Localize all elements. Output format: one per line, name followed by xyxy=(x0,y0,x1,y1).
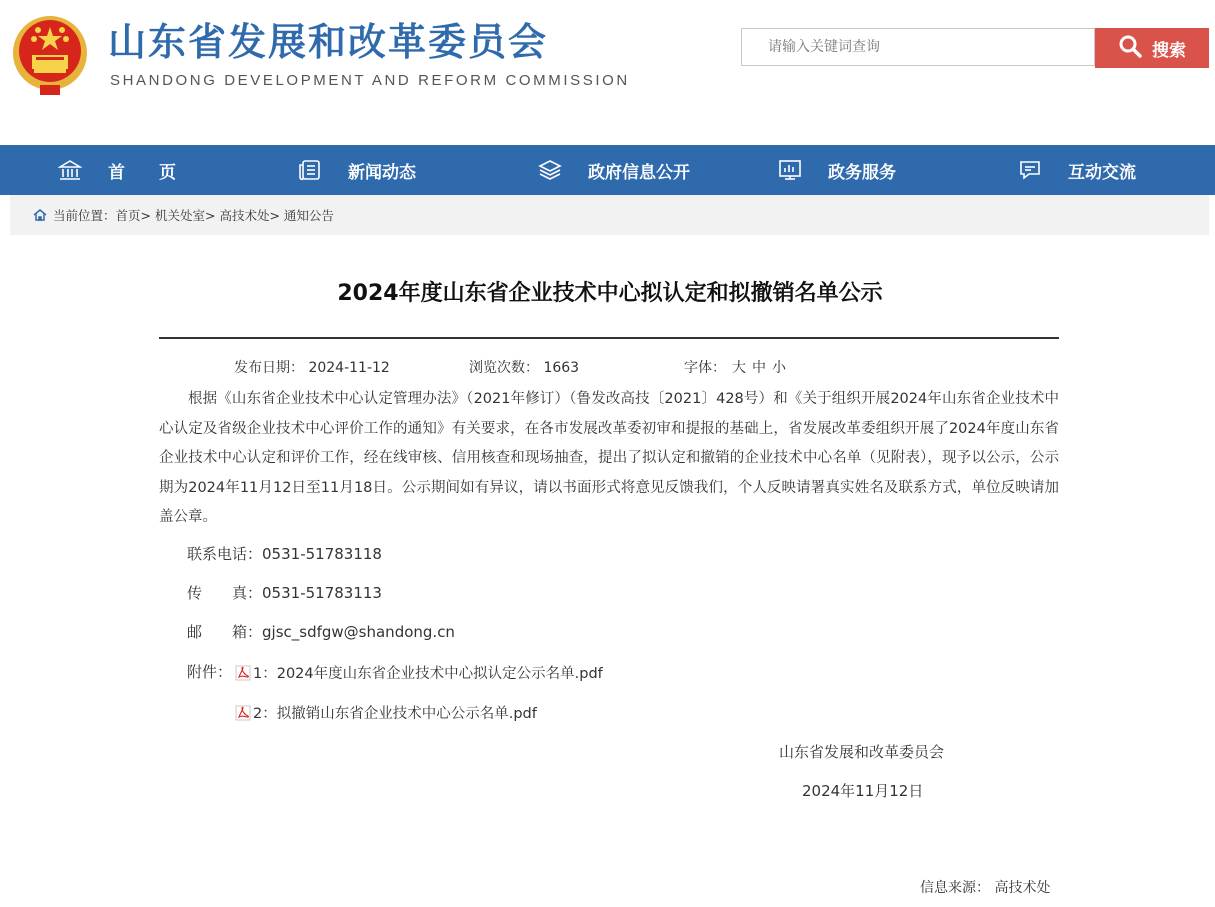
pdf-icon xyxy=(235,665,251,681)
sign-date: 2024年11月12日 xyxy=(802,782,924,800)
signer: 山东省发展和改革委员会 xyxy=(779,743,945,761)
nav-item-label: 首 页 xyxy=(108,162,176,183)
publish-date-label: 发布日期： xyxy=(234,360,304,376)
chart-board-icon xyxy=(778,158,802,182)
contact-fax-label: 传 真： xyxy=(187,584,263,602)
nav-item-label: 互动交流 xyxy=(1068,162,1136,183)
publish-date xyxy=(234,357,390,377)
view-count xyxy=(469,357,579,377)
site-subtitle: SHANDONG DEVELOPMENT AND REFORM COMMISSION xyxy=(110,72,630,89)
attachment-link[interactable] xyxy=(235,702,537,723)
contact-email-value: gjsc_sdfgw@shandong.cn xyxy=(262,623,455,641)
info-source-value: 高技术处 xyxy=(994,880,1051,896)
breadcrumb-separator: > xyxy=(205,207,220,223)
breadcrumb-separator: > xyxy=(269,207,284,223)
search-button-label: 搜索 xyxy=(1152,40,1186,61)
nav-item-news[interactable] xyxy=(298,145,416,195)
news-icon xyxy=(298,158,322,182)
contact-fax xyxy=(187,582,382,603)
article-body: 根据《山东省企业技术中心认定管理办法》（2021年修订）（鲁发改高技〔2021〕428号）和《关于组织开展2024年山东省企业技术中心认定及省级企业技术中心评价工作的通知》有关要求，在各市发展改革委初审和提报的基础上，省发展改革委组织开展了2024年度山东省企业技术中心认定和评价工作，经在线审核、信用核查和现场抽查，提出了拟认定和撤销的企业技术中心名单（见附表），现予以公示，公示期为2024年11月12日至11月18日。公示期间如有异议，请以书面形式将意见反馈我们，个人反映请署真实姓名及联系方式，单位反映请加盖公章。 xyxy=(159,391,1059,525)
pdf-icon xyxy=(235,705,251,721)
font-size-control xyxy=(684,357,786,377)
nav-item-label: 政府信息公开 xyxy=(588,162,690,183)
info-source-label: 信息来源： xyxy=(920,880,990,896)
font-size-medium-button[interactable]: 中 xyxy=(752,360,766,376)
contact-phone-label: 联系电话： xyxy=(187,545,263,563)
view-count-value: 1663 xyxy=(543,360,580,376)
attachment-link[interactable] xyxy=(235,662,603,683)
breadcrumb xyxy=(10,195,1209,235)
breadcrumb-link-hightech[interactable]: 高技术处 xyxy=(219,208,270,223)
breadcrumb-link-home[interactable]: 首页 xyxy=(115,208,141,223)
nav-item-gov-info[interactable] xyxy=(538,145,690,195)
contact-phone xyxy=(187,543,382,564)
breadcrumb-link-notices[interactable]: 通知公告 xyxy=(283,208,334,223)
font-size-small-button[interactable]: 小 xyxy=(772,360,786,376)
contact-email xyxy=(187,621,455,642)
contact-email-label: 邮 箱： xyxy=(187,623,263,641)
title-divider xyxy=(159,337,1059,339)
nav-item-services[interactable] xyxy=(778,145,896,195)
attachment-name: 2：拟撤销山东省企业技术中心公示名单.pdf xyxy=(253,706,537,722)
home-icon xyxy=(33,208,47,222)
breadcrumb-prefix: 当前位置： xyxy=(53,208,116,223)
breadcrumb-separator: > xyxy=(140,207,155,223)
breadcrumb-link-departments[interactable]: 机关处室 xyxy=(154,208,205,223)
home-icon xyxy=(58,158,82,182)
article-title: 2024年度山东省企业技术中心拟认定和拟撤销名单公示 xyxy=(337,281,883,306)
contact-fax-value: 0531-51783113 xyxy=(262,584,382,602)
contact-phone-value: 0531-51783118 xyxy=(262,545,382,563)
layers-icon xyxy=(538,158,562,182)
info-source xyxy=(920,877,1050,897)
nav-item-interaction[interactable] xyxy=(1018,145,1136,195)
search-input[interactable] xyxy=(742,29,1094,65)
nav-item-home[interactable] xyxy=(58,145,176,195)
view-count-label: 浏览次数： xyxy=(469,360,539,376)
main-nav xyxy=(0,145,1215,195)
site-title: 山东省发展和改革委员会 xyxy=(108,20,549,64)
site-emblem xyxy=(10,13,90,99)
chat-icon xyxy=(1018,158,1042,182)
search-icon xyxy=(1118,34,1142,63)
search-box xyxy=(741,28,1095,66)
nav-item-label: 政务服务 xyxy=(828,162,896,183)
font-size-large-button[interactable]: 大 xyxy=(732,360,746,376)
attachment-name: 1：2024年度山东省企业技术中心拟认定公示名单.pdf xyxy=(253,666,603,682)
font-size-label: 字体： xyxy=(684,360,726,376)
nav-item-label: 新闻动态 xyxy=(348,162,416,183)
attachments-label: 附件： xyxy=(187,663,233,681)
search-button[interactable] xyxy=(1095,28,1209,68)
publish-date-value: 2024-11-12 xyxy=(308,360,390,376)
